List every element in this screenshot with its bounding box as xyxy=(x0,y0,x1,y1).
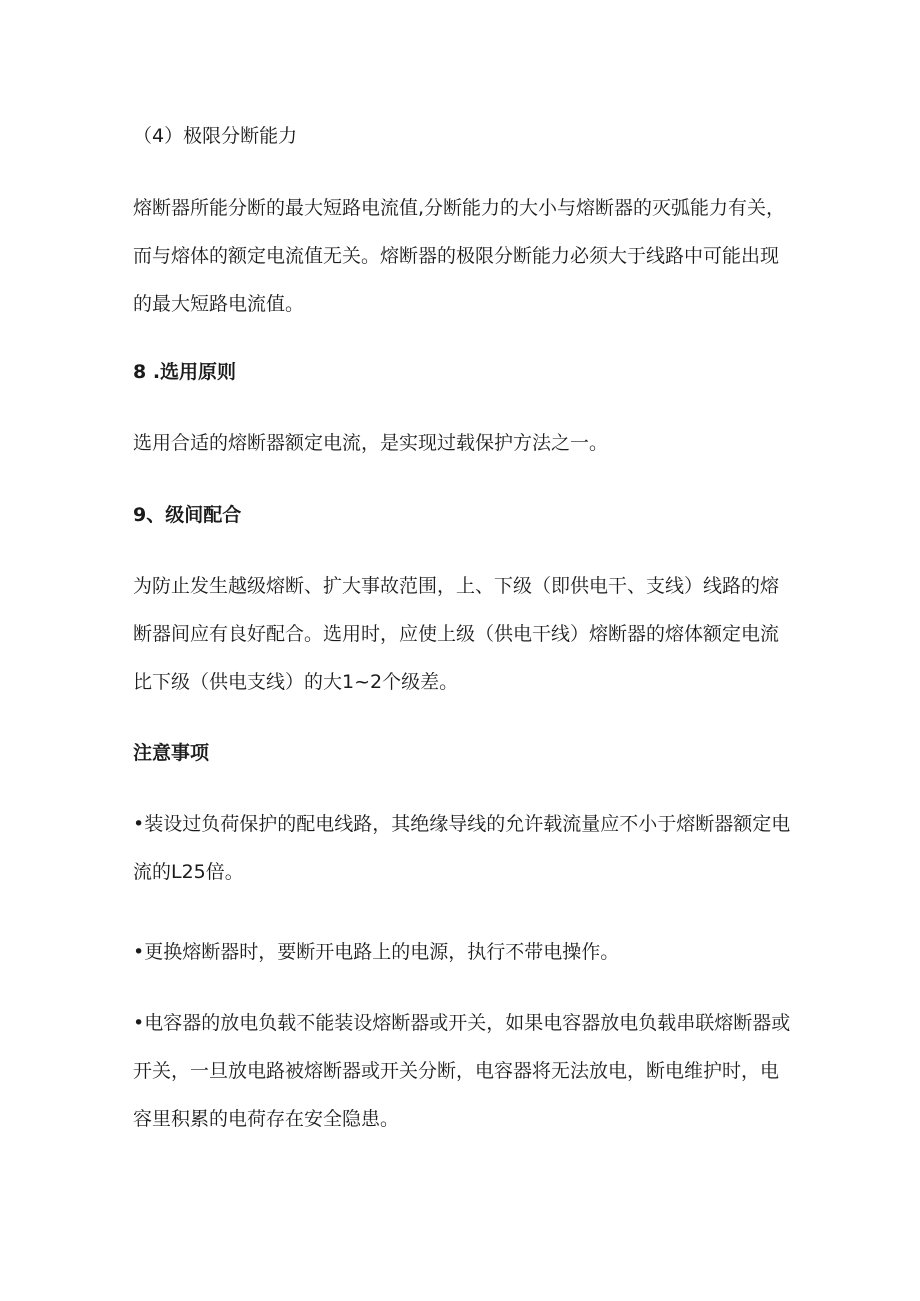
note-item-1: •装设过负荷保护的配电线路，其绝缘导线的允许载流量应不小于熔断器额定电流的L25倍。 xyxy=(133,813,791,883)
note-item-2: •更换熔断器时，要断开电路上的电源，执行不带电操作。 xyxy=(133,941,620,963)
notes-heading: 注意事项 xyxy=(133,742,210,764)
note-item-3: •电容器的放电负载不能装设熔断器或开关，如果电容器放电负载串联熔断器或开关，一旦放电路被熔断器或开关分断，电容器将无法放电，断电维护时，电容里积累的电荷存在安全隐患。 xyxy=(133,1012,791,1130)
section-9-paragraph: 为防止发生越级熔断、扩大事故范围，上、下级（即供电干、支线）线路的熔断器间应有良好配合。选用时，应使上级（供电干线）熔断器的熔体额定电流比下级（供电支线）的大1~2个级差。 xyxy=(133,575,780,693)
section-4-heading: （4）极限分断能力 xyxy=(133,125,298,147)
section-8-paragraph: 选用合适的熔断器额定电流，是实现过载保护方法之一。 xyxy=(133,432,609,454)
section-8-heading: 8 .选用原则 xyxy=(133,361,237,383)
section-9-heading: 9、级间配合 xyxy=(133,504,242,526)
section-4-paragraph: 熔断器所能分断的最大短路电流值,分断能力的大小与熔断器的灭弧能力有关，而与熔体的额定电流值无关。熔断器的极限分断能力必须大于线路中可能出现的最大短路电流值。 xyxy=(133,197,786,315)
